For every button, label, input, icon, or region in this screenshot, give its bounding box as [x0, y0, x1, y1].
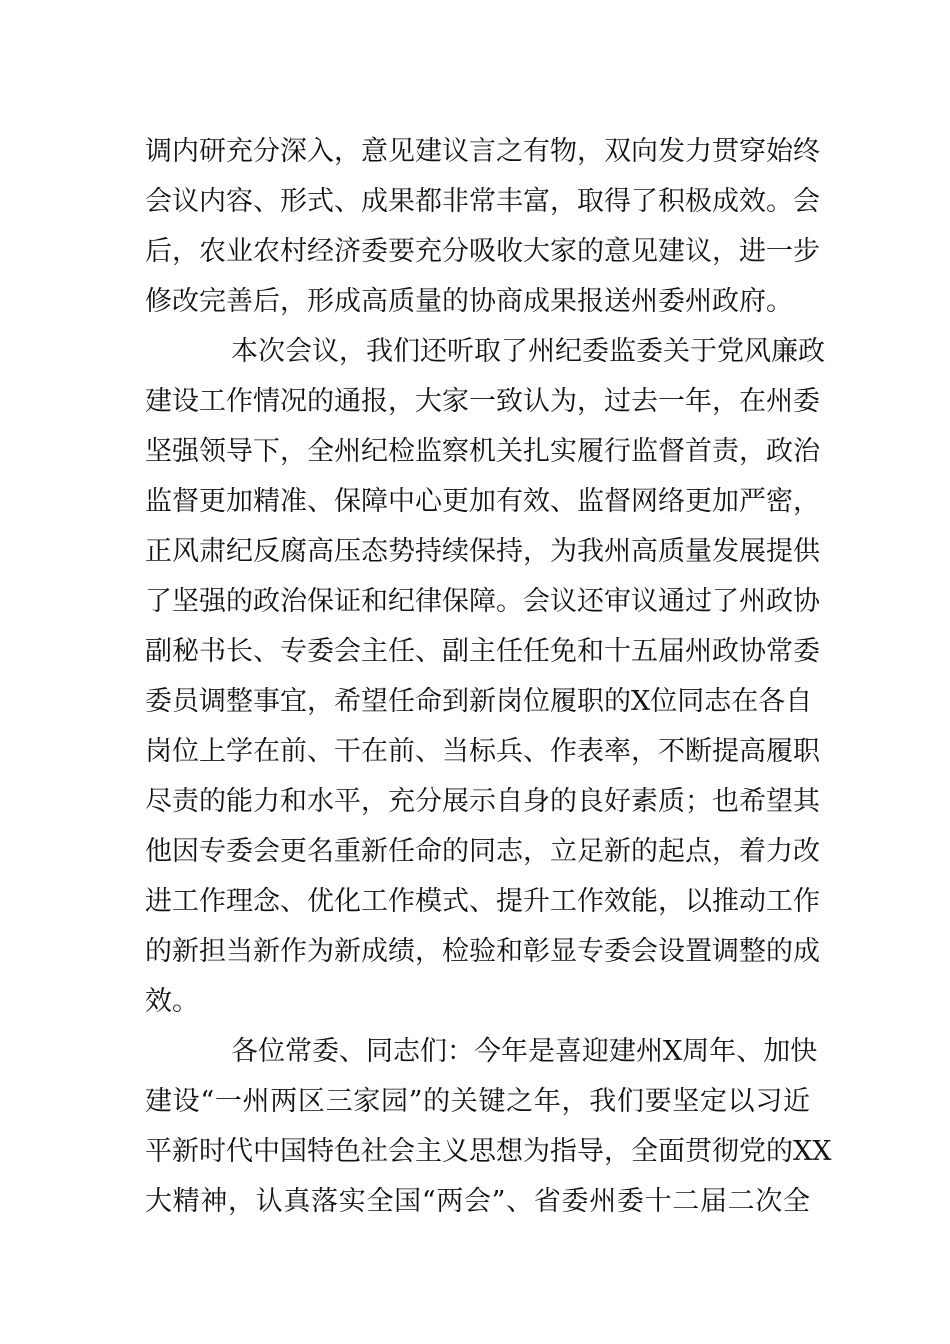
- paragraph-line: 大精神，认真落实全国“两会”、省委州委十二届二次全: [145, 1186, 810, 1217]
- paragraph-line: 调内研充分深入，意见建议言之有物，双向发力贯穿始终: [145, 136, 820, 167]
- paragraph-line: 副秘书长、专委会主任、副主任任免和十五届州政协常委: [145, 636, 820, 667]
- paragraph-line: 岗位上学在前、干在前、当标兵、作表率，不断提高履职: [145, 736, 820, 767]
- document-body: [145, 127, 832, 1227]
- paragraph-line: 进工作理念、优化工作模式、提升工作效能，以推动工作: [145, 886, 820, 917]
- paragraph-line: 的新担当新作为新成绩，检验和彰显专委会设置调整的成: [145, 936, 820, 967]
- paragraph-3: [145, 1027, 832, 1227]
- paragraph-line: 会议内容、形式、成果都非常丰富，取得了积极成效。会: [145, 186, 820, 217]
- paragraph-line: 本次会议，我们还听取了州纪委监委关于党风廉政: [231, 336, 825, 367]
- paragraph-line: 监督更加精准、保障中心更加有效、监督网络更加严密，: [145, 486, 820, 517]
- paragraph-line: 他因专委会更名重新任命的同志，立足新的起点，着力改: [145, 836, 820, 867]
- paragraph-line: 后，农业农村经济委要充分吸收大家的意见建议，进一步: [145, 236, 820, 267]
- paragraph-line: 了坚强的政治保证和纪律保障。会议还审议通过了州政协: [145, 586, 820, 617]
- paragraph-line: 建设工作情况的通报，大家一致认为，过去一年，在州委: [145, 386, 820, 417]
- paragraph-line: 建设“一州两区三家园”的关键之年，我们要坚定以习近: [145, 1086, 810, 1117]
- paragraph-line: 效。: [145, 986, 199, 1017]
- paragraph-line: 委员调整事宜，希望任命到新岗位履职的X位同志在各自: [145, 686, 813, 717]
- paragraph-line: 各位常委、同志们：今年是喜迎建州X周年、加快: [231, 1036, 818, 1067]
- paragraph-line: 尽责的能力和水平，充分展示自身的良好素质；也希望其: [145, 786, 820, 817]
- paragraph-line: 坚强领导下，全州纪检监察机关扎实履行监督首责，政治: [145, 436, 820, 467]
- paragraph-1: [145, 127, 820, 327]
- paragraph-line: 平新时代中国特色社会主义思想为指导，全面贯彻党的XX: [145, 1136, 832, 1167]
- paragraph-2: [145, 327, 825, 1027]
- paragraph-line: 正风肃纪反腐高压态势持续保持，为我州高质量发展提供: [145, 536, 820, 567]
- paragraph-line: 修改完善后，形成高质量的协商成果报送州委州政府。: [145, 286, 793, 317]
